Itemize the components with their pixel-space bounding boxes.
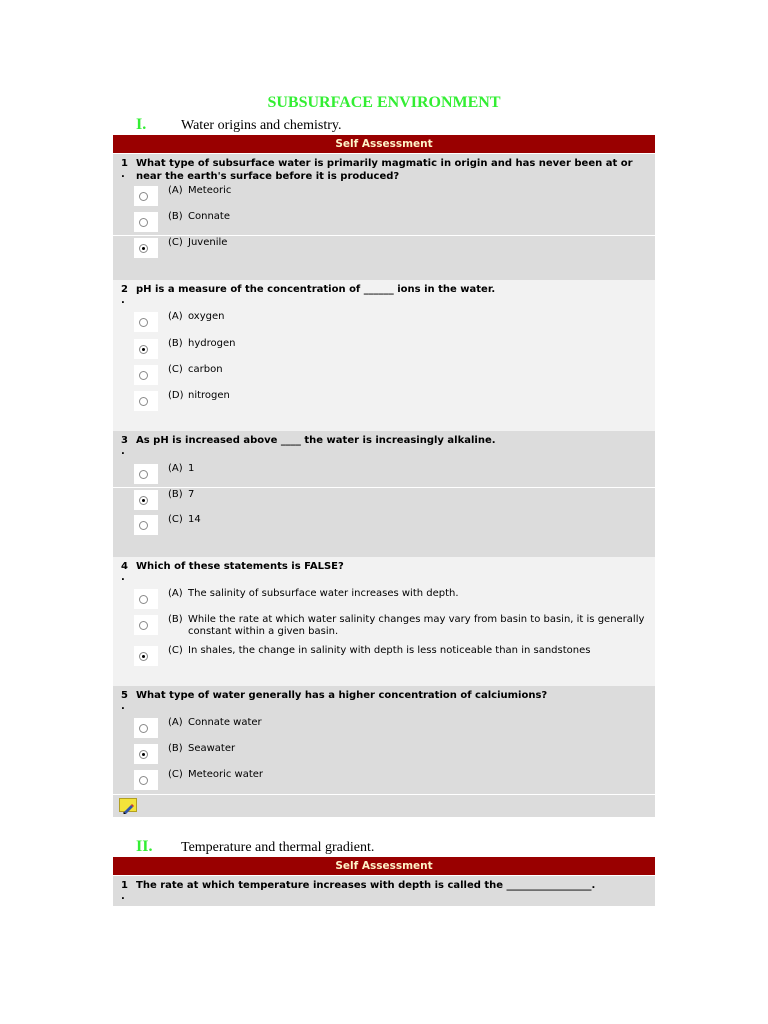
option-letter: (C) (168, 514, 183, 525)
option-c[interactable] (113, 768, 655, 794)
question-number-dot: . (121, 446, 125, 457)
question-1 (113, 876, 655, 906)
option-letter: (D) (168, 390, 184, 401)
quiz-footer (113, 794, 655, 817)
pencil-icon[interactable] (119, 798, 137, 812)
radio-wrapper (134, 391, 158, 411)
radio-wrapper (134, 365, 158, 385)
option-letter: (A) (168, 185, 183, 196)
question-text: The rate at which temperature increases with depth is called the _________________. (136, 880, 596, 891)
option-text: In shales, the change in salinity with depth is less noticeable than in sandstones (188, 645, 591, 656)
option-text: carbon (188, 364, 223, 375)
option-letter: (B) (168, 743, 183, 754)
radio-wrapper (134, 490, 158, 510)
option-letter: (C) (168, 237, 183, 248)
option-text: Connate water (188, 717, 262, 728)
section-1-title: Water origins and chemistry. (181, 118, 342, 133)
radio-button-selected[interactable] (139, 496, 148, 505)
radio-wrapper (134, 646, 158, 666)
self-assessment-2 (113, 857, 655, 906)
radio-button-selected[interactable] (139, 652, 148, 661)
pencil-glyph (120, 802, 136, 814)
radio-wrapper (134, 515, 158, 535)
option-text: Juvenile (188, 237, 228, 248)
radio-button[interactable] (139, 318, 148, 327)
option-a[interactable] (113, 716, 655, 742)
question-text: What type of water generally has a higher concentration of calciumions? (136, 690, 548, 701)
self-assessment-bar: Self Assessment (113, 135, 655, 154)
option-a[interactable] (113, 462, 655, 488)
self-assessment-bar: Self Assessment (113, 857, 655, 876)
radio-button[interactable] (139, 621, 148, 630)
question-5 (113, 686, 655, 794)
option-text: Meteoric (188, 185, 232, 196)
question-number-dot: . (121, 169, 125, 180)
option-text: While the rate at which water salinity changes may vary from basin to basin, it is generally constant within a given basin. (188, 614, 645, 637)
question-number: 2 (121, 284, 128, 295)
radio-button[interactable] (139, 371, 148, 380)
radio-wrapper (134, 238, 158, 258)
option-text: hydrogen (188, 338, 236, 349)
option-b[interactable] (113, 210, 655, 236)
option-text: Meteoric water (188, 769, 264, 780)
question-number: 4 (121, 561, 128, 572)
radio-wrapper (134, 718, 158, 738)
option-text: nitrogen (188, 390, 230, 401)
radio-button[interactable] (139, 192, 148, 201)
option-b[interactable] (113, 742, 655, 768)
section-2-numeral: II. (136, 838, 153, 855)
option-letter: (C) (168, 645, 183, 656)
option-c[interactable] (113, 513, 655, 539)
self-assessment-1 (113, 135, 655, 817)
radio-wrapper (134, 770, 158, 790)
option-c[interactable] (113, 644, 655, 670)
option-letter: (B) (168, 614, 183, 625)
option-letter: (A) (168, 311, 183, 322)
radio-button[interactable] (139, 776, 148, 785)
option-text: Connate (188, 211, 230, 222)
section-1-numeral: I. (136, 116, 147, 133)
radio-button-selected[interactable] (139, 345, 148, 354)
radio-wrapper (134, 339, 158, 359)
radio-wrapper (134, 212, 158, 232)
option-b[interactable] (113, 613, 655, 643)
option-b[interactable] (113, 487, 655, 514)
radio-button[interactable] (139, 397, 148, 406)
option-c[interactable] (113, 235, 655, 262)
option-letter: (A) (168, 463, 183, 474)
radio-button-selected[interactable] (139, 750, 148, 759)
option-text: 7 (188, 489, 195, 500)
radio-wrapper (134, 464, 158, 484)
option-letter: (B) (168, 338, 183, 349)
question-1 (113, 154, 655, 280)
option-letter: (C) (168, 769, 183, 780)
radio-wrapper (134, 615, 158, 635)
option-a[interactable] (113, 184, 655, 210)
option-text: 14 (188, 514, 201, 525)
question-4 (113, 557, 655, 686)
option-b[interactable] (113, 337, 655, 363)
option-a[interactable] (113, 310, 655, 336)
option-c[interactable] (113, 363, 655, 389)
option-letter: (A) (168, 588, 183, 599)
option-text: oxygen (188, 311, 225, 322)
question-text: As pH is increased above ____ the water is increasingly alkaline. (136, 435, 496, 446)
option-text: 1 (188, 463, 195, 474)
question-number: 3 (121, 435, 128, 446)
option-text: The salinity of subsurface water increases with depth. (188, 588, 459, 599)
radio-wrapper (134, 589, 158, 609)
radio-button-selected[interactable] (139, 244, 148, 253)
question-3 (113, 431, 655, 557)
option-letter: (B) (168, 211, 183, 222)
option-letter: (B) (168, 489, 183, 500)
radio-wrapper (134, 312, 158, 332)
option-d[interactable] (113, 389, 655, 415)
radio-button[interactable] (139, 595, 148, 604)
option-letter: (A) (168, 717, 183, 728)
question-text: What type of subsurface water is primarily magmatic in origin and has never been at or near the earth's surface before it is produced? (136, 158, 633, 182)
question-number: 1 (121, 158, 128, 169)
radio-button[interactable] (139, 724, 148, 733)
radio-button[interactable] (139, 521, 148, 530)
option-a[interactable] (113, 587, 655, 613)
option-letter: (C) (168, 364, 183, 375)
question-number-dot: . (121, 295, 125, 306)
option-text: Seawater (188, 743, 236, 754)
radio-button[interactable] (139, 470, 148, 479)
question-number: 1 (121, 880, 128, 891)
question-number-dot: . (121, 891, 125, 902)
question-number-dot: . (121, 572, 125, 583)
question-text: Which of these statements is FALSE? (136, 561, 344, 572)
radio-wrapper (134, 186, 158, 206)
document-title: SUBSURFACE ENVIRONMENT (267, 94, 501, 111)
question-number-dot: . (121, 701, 125, 712)
question-2 (113, 280, 655, 431)
question-text: pH is a measure of the concentration of ______ ions in the water. (136, 284, 496, 295)
section-2-title: Temperature and thermal gradient. (181, 840, 375, 855)
radio-wrapper (134, 744, 158, 764)
radio-button[interactable] (139, 218, 148, 227)
question-number: 5 (121, 690, 128, 701)
